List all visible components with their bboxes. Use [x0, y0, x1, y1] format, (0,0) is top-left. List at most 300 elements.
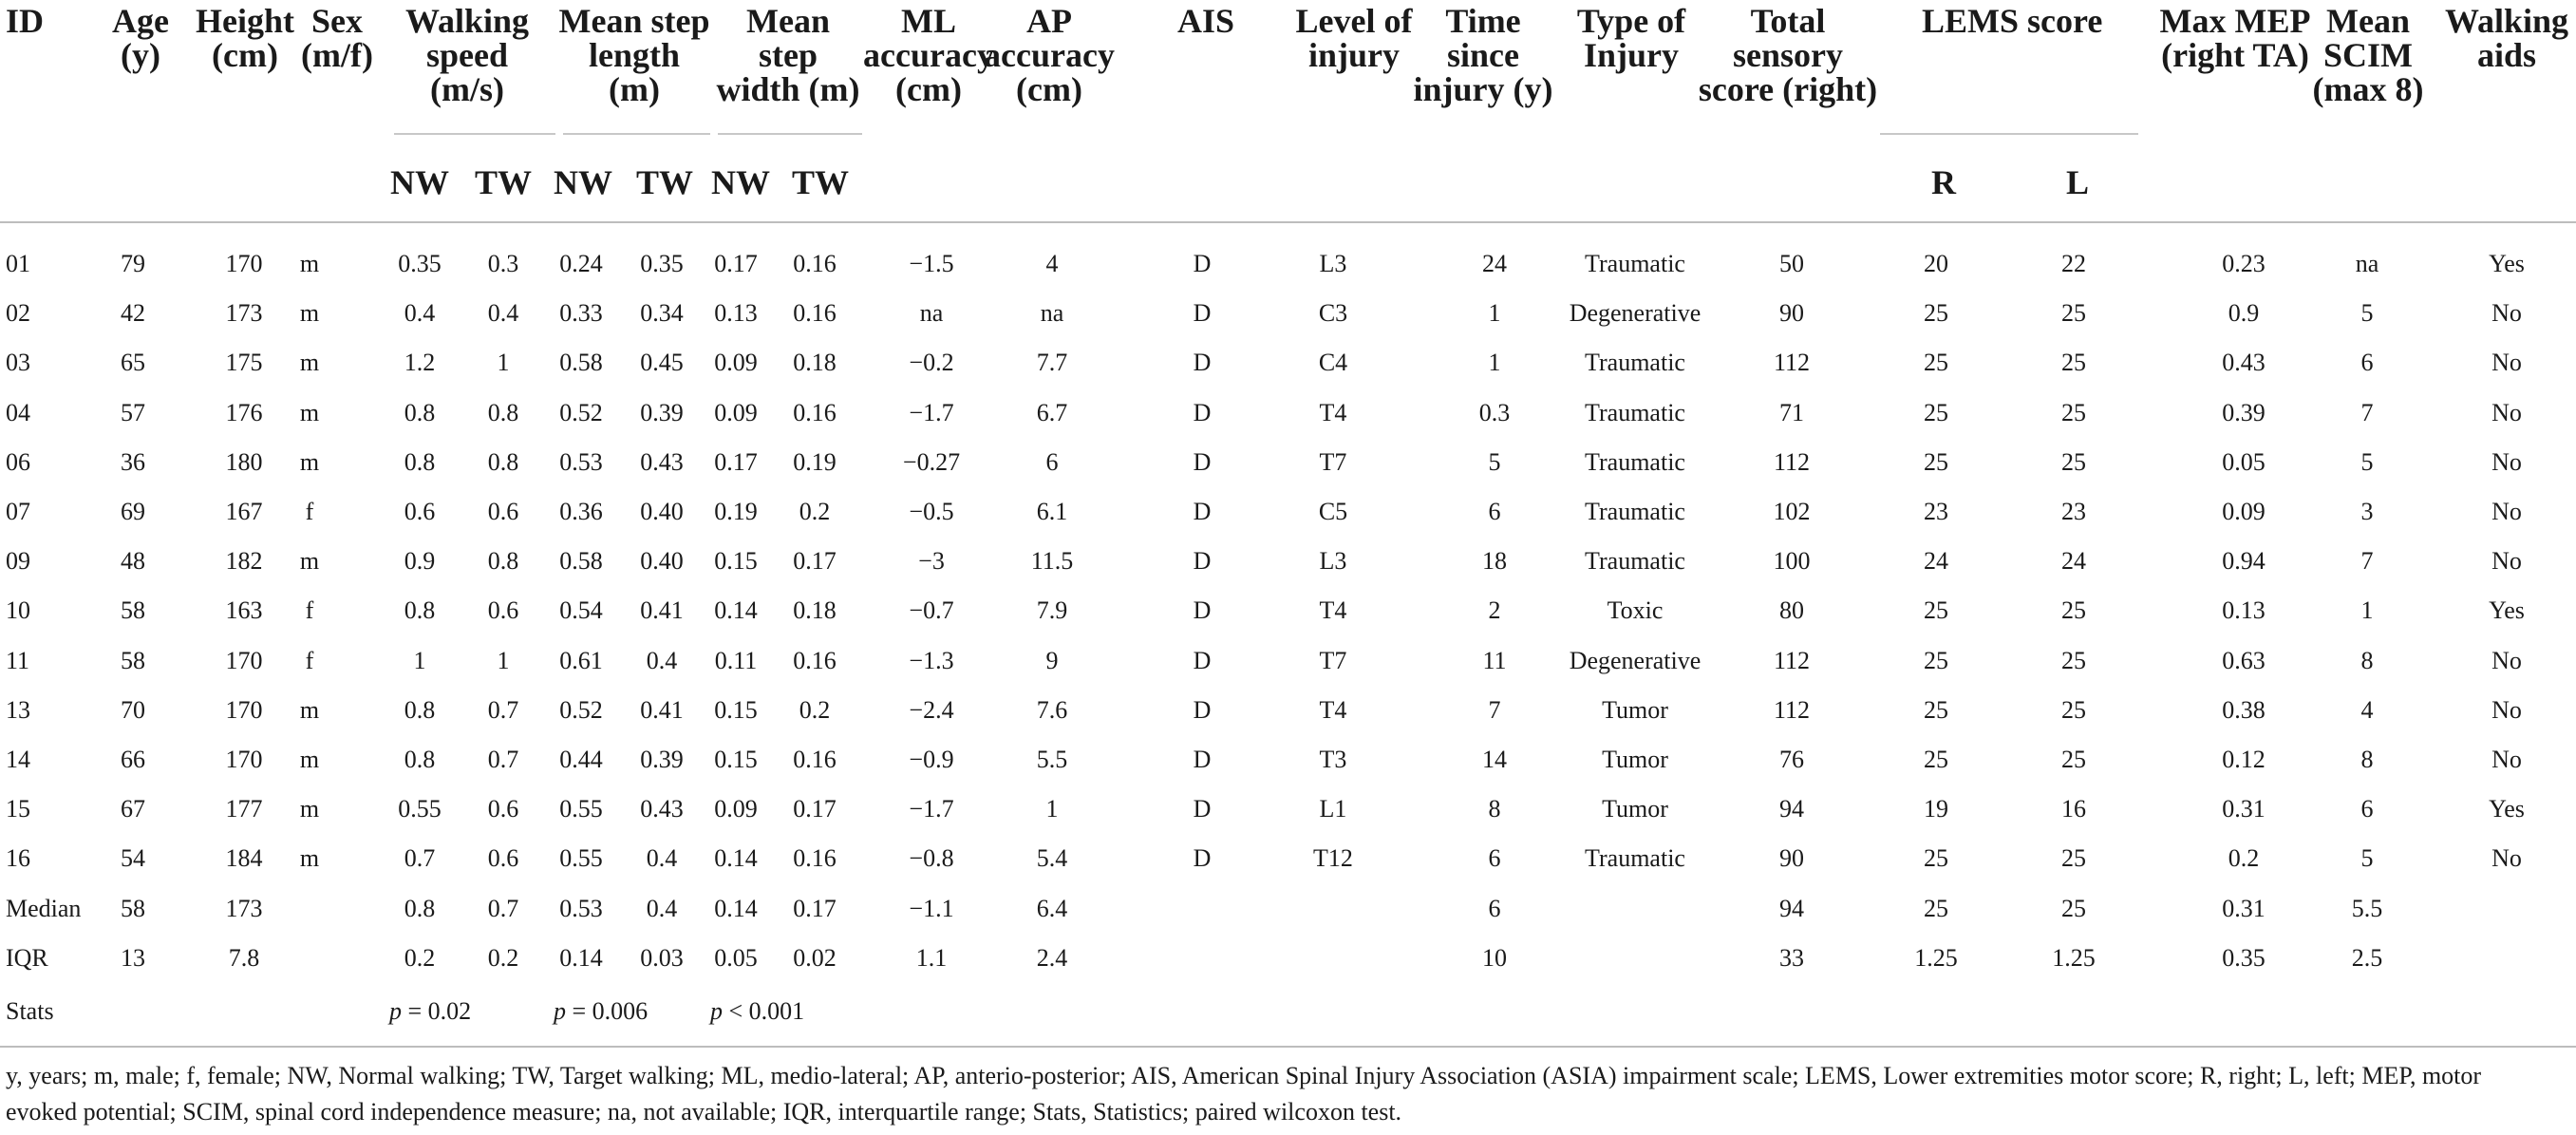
cell-length-tw: 0.03 [640, 943, 684, 972]
cell-ais: D [1193, 447, 1212, 476]
subheader-lems-l: L [2066, 163, 2090, 201]
cell-type-of-injury: Tumor [1602, 795, 1668, 823]
cell-speed-nw: 1 [413, 646, 426, 674]
cell-ml-accuracy: −0.8 [909, 844, 954, 873]
cell-id: 09 [6, 547, 30, 576]
cell-mean-scim: 5 [2360, 844, 2374, 873]
cell-ap-accuracy: 9 [1045, 646, 1059, 674]
cell-type-of-injury: Traumatic [1585, 250, 1685, 277]
cell-walking-aids: No [2491, 844, 2522, 873]
cell-height: 170 [225, 646, 263, 674]
cell-time-since-injury: 1 [1488, 299, 1501, 328]
cell-level-of-injury: T4 [1319, 398, 1347, 426]
p-speed-value: = 0.02 [407, 997, 472, 1025]
cell-walking-aids: Yes [2489, 250, 2525, 277]
cell-ap-accuracy: 6.1 [1036, 498, 1068, 525]
cell-length-tw: 0.40 [640, 498, 684, 525]
cell-ml-accuracy: −1.7 [909, 795, 954, 823]
p-symbol: p [710, 997, 723, 1025]
cell-speed-tw: 0.3 [487, 250, 519, 277]
subheader-lems-r: R [1931, 163, 1956, 201]
cell-level-of-injury: T4 [1319, 695, 1347, 724]
cell-sex: f [305, 498, 314, 525]
header-lems: LEMS score [1922, 2, 2103, 40]
cell-id: 10 [6, 596, 30, 625]
cell-height: 184 [225, 844, 263, 873]
cell-lems-l: 25 [2061, 646, 2086, 674]
stats-p-speed [389, 999, 471, 1024]
cell-type-of-injury: Degenerative [1569, 646, 1702, 674]
cell-width-tw: 0.17 [793, 894, 837, 922]
header-age-text: Age (y) [112, 2, 169, 74]
cell-mean-scim: 5 [2360, 299, 2374, 328]
cell-type-of-injury: Tumor [1602, 695, 1668, 724]
cell-max-mep: 0.63 [2222, 646, 2266, 674]
header-id: ID [6, 2, 45, 40]
cell-speed-tw: 0.7 [487, 695, 519, 724]
cell-lems-l: 25 [2061, 398, 2086, 426]
header-ml-accuracy: ML accuracy (cm) [863, 2, 994, 108]
cell-height: 182 [225, 547, 263, 576]
length-spanner-rule [563, 133, 710, 135]
cell-length-nw: 0.53 [559, 894, 603, 922]
cell-level-of-injury: C4 [1318, 349, 1348, 377]
cell-walking-aids: No [2491, 646, 2522, 674]
cell-sex: m [299, 299, 320, 328]
cell-max-mep: 0.35 [2222, 943, 2266, 972]
cell-lems-r: 25 [1924, 646, 1948, 674]
cell-time-since-injury: 1 [1488, 349, 1501, 377]
cell-id: 03 [6, 349, 30, 377]
header-total-sensory: Total sensory score (right) [1698, 2, 1878, 108]
width-spanner-rule [718, 133, 862, 135]
cell-ml-accuracy: −0.5 [909, 498, 954, 525]
header-time-since-injury: Time since injury (y) [1413, 2, 1553, 108]
cell-lems-r: 20 [1924, 250, 1948, 277]
cell-total-sensory: 33 [1779, 943, 1804, 972]
cell-length-nw: 0.54 [559, 596, 603, 625]
cell-speed-tw: 0.8 [487, 398, 519, 426]
footnote-line-1: y, years; m, male; f, female; NW, Normal walking; TW, Target walking; ML, medio-lateral; AP, anterio-posterior; AIS, American Spinal Injury Association (ASIA) impairment scale; LEMS, Lower extremities motor score; R, right; L, left; MEP, motor [6, 1062, 2482, 1089]
cell-type-of-injury: Traumatic [1585, 349, 1685, 377]
cell-length-tw: 0.43 [640, 447, 684, 476]
cell-age: 58 [121, 646, 145, 674]
cell-ap-accuracy: 7.9 [1036, 596, 1068, 625]
cell-id: 11 [6, 646, 30, 674]
cell-sex: m [299, 398, 320, 426]
cell-speed-nw: 0.8 [404, 398, 436, 426]
cell-width-nw: 0.09 [714, 349, 758, 377]
header-max-mep: Max MEP (right TA) [2159, 2, 2311, 74]
cell-height: 7.8 [228, 943, 260, 972]
cell-speed-tw: 0.8 [487, 447, 519, 476]
cell-type-of-injury: Tumor [1602, 746, 1668, 773]
cell-width-nw: 0.11 [714, 646, 758, 674]
cell-max-mep: 0.09 [2222, 498, 2266, 525]
cell-length-tw: 0.4 [646, 894, 678, 922]
header-ais: AIS [1177, 2, 1235, 40]
cell-sex: m [299, 746, 320, 773]
cell-width-tw: 0.17 [793, 795, 837, 823]
cell-sex: m [299, 447, 320, 476]
cell-sex: m [299, 695, 320, 724]
cell-width-nw: 0.09 [714, 795, 758, 823]
cell-time-since-injury: 14 [1482, 746, 1507, 773]
cell-speed-tw: 0.8 [487, 547, 519, 576]
cell-ml-accuracy: −2.4 [909, 695, 954, 724]
cell-max-mep: 0.05 [2222, 447, 2266, 476]
cell-walking-aids: No [2491, 398, 2522, 426]
cell-lems-r: 25 [1924, 398, 1948, 426]
cell-speed-nw: 0.6 [404, 498, 436, 525]
cell-width-nw: 0.15 [714, 695, 758, 724]
cell-length-tw: 0.40 [640, 547, 684, 576]
cell-id: IQR [6, 943, 48, 972]
cell-length-nw: 0.33 [559, 299, 603, 328]
cell-speed-nw: 1.2 [404, 349, 436, 377]
cell-sex: m [299, 795, 320, 823]
cell-total-sensory: 112 [1773, 646, 1811, 674]
cell-time-since-injury: 11 [1482, 646, 1507, 674]
cell-age: 79 [121, 250, 145, 277]
subheader-speed-nw: NW [390, 163, 449, 201]
cell-height: 170 [225, 695, 263, 724]
cell-age: 66 [121, 746, 145, 773]
cell-width-nw: 0.09 [714, 398, 758, 426]
cell-width-nw: 0.05 [714, 943, 758, 972]
cell-max-mep: 0.94 [2222, 547, 2266, 576]
cell-id: 16 [6, 844, 30, 873]
cell-length-tw: 0.4 [646, 844, 678, 873]
cell-mean-scim: 1 [2360, 596, 2374, 625]
cell-lems-l: 24 [2061, 547, 2086, 576]
cell-mean-scim: 4 [2360, 695, 2374, 724]
header-type-of-injury: Type of Injury [1576, 2, 1686, 74]
cell-total-sensory: 112 [1773, 695, 1811, 724]
cell-sex: m [299, 844, 320, 873]
cell-max-mep: 0.43 [2222, 349, 2266, 377]
cell-width-tw: 0.16 [793, 250, 837, 277]
cell-max-mep: 0.31 [2222, 795, 2266, 823]
cell-max-mep: 0.13 [2222, 596, 2266, 625]
cell-lems-l: 25 [2061, 695, 2086, 724]
cell-level-of-injury: L3 [1319, 250, 1347, 277]
cell-ml-accuracy: −1.1 [909, 894, 954, 922]
cell-ap-accuracy: 5.4 [1036, 844, 1068, 873]
cell-speed-nw: 0.7 [404, 844, 436, 873]
cell-speed-nw: 0.8 [404, 746, 436, 773]
cell-level-of-injury: L1 [1319, 795, 1347, 823]
header-mean-step-width: Mean step width (m) [716, 2, 860, 108]
cell-length-nw: 0.52 [559, 695, 603, 724]
cell-time-since-injury: 18 [1482, 547, 1507, 576]
cell-sex: m [299, 349, 320, 377]
cell-sex: m [299, 547, 320, 576]
cell-level-of-injury: T12 [1313, 844, 1353, 873]
cell-type-of-injury: Traumatic [1585, 498, 1685, 525]
speed-spanner-rule [394, 133, 555, 135]
cell-speed-nw: 0.8 [404, 894, 436, 922]
subheader-speed-tw: TW [475, 163, 533, 201]
cell-length-tw: 0.45 [640, 349, 684, 377]
cell-lems-r: 25 [1924, 695, 1948, 724]
footnote-line-2: evoked potential; SCIM, spinal cord independence measure; na, not available; IQR, interquartile range; Stats, Statistics; paired wilcoxon test. [6, 1098, 1402, 1126]
cell-time-since-injury: 6 [1488, 894, 1501, 922]
cell-ap-accuracy: 11.5 [1030, 547, 1074, 576]
cell-length-nw: 0.52 [559, 398, 603, 426]
cell-speed-tw: 1 [497, 349, 510, 377]
cell-walking-aids: No [2491, 447, 2522, 476]
cell-max-mep: 0.2 [2228, 844, 2260, 873]
cell-total-sensory: 90 [1779, 299, 1804, 328]
cell-lems-r: 24 [1924, 547, 1948, 576]
cell-total-sensory: 94 [1779, 795, 1804, 823]
cell-mean-scim: 3 [2360, 498, 2374, 525]
cell-speed-nw: 0.8 [404, 447, 436, 476]
cell-id: 04 [6, 398, 30, 426]
cell-ais: D [1193, 596, 1212, 625]
cell-width-nw: 0.14 [714, 596, 758, 625]
cell-width-tw: 0.2 [799, 695, 831, 724]
cell-width-tw: 0.16 [793, 398, 837, 426]
cell-width-nw: 0.15 [714, 547, 758, 576]
cell-height: 177 [225, 795, 263, 823]
cell-lems-r: 25 [1924, 894, 1948, 922]
stats-p-length [554, 999, 648, 1024]
cell-walking-aids: No [2491, 746, 2522, 773]
cell-width-tw: 0.19 [793, 447, 837, 476]
cell-total-sensory: 112 [1773, 349, 1811, 377]
cell-id: 07 [6, 498, 30, 525]
cell-speed-nw: 0.8 [404, 695, 436, 724]
header-sex: Sex (m/f) [301, 2, 373, 74]
cell-walking-aids: No [2491, 349, 2522, 377]
cell-time-since-injury: 6 [1488, 844, 1501, 873]
cell-max-mep: 0.31 [2222, 894, 2266, 922]
cell-lems-r: 25 [1924, 746, 1948, 773]
cell-length-tw: 0.35 [640, 250, 684, 277]
cell-ap-accuracy: 1 [1045, 795, 1059, 823]
cell-speed-nw: 0.55 [398, 795, 442, 823]
cell-walking-aids: No [2491, 695, 2522, 724]
cell-time-since-injury: 2 [1488, 596, 1501, 625]
cell-lems-r: 25 [1924, 349, 1948, 377]
cell-walking-aids: Yes [2489, 596, 2525, 625]
cell-sex: f [305, 646, 314, 674]
header-level-of-injury: Level of injury [1295, 2, 1413, 74]
cell-height: 180 [225, 447, 263, 476]
cell-speed-tw: 1 [497, 646, 510, 674]
cell-total-sensory: 76 [1779, 746, 1804, 773]
cell-length-tw: 0.34 [640, 299, 684, 328]
cell-max-mep: 0.12 [2222, 746, 2266, 773]
header-bottom-rule [0, 221, 2576, 223]
cell-lems-l: 25 [2061, 844, 2086, 873]
cell-length-nw: 0.55 [559, 795, 603, 823]
cell-lems-l: 25 [2061, 596, 2086, 625]
cell-age: 69 [121, 498, 145, 525]
cell-id: 02 [6, 299, 30, 328]
cell-speed-tw: 0.2 [487, 943, 519, 972]
p-symbol: p [389, 997, 402, 1025]
cell-ais: D [1193, 646, 1212, 674]
cell-width-nw: 0.13 [714, 299, 758, 328]
cell-total-sensory: 94 [1779, 894, 1804, 922]
cell-speed-nw: 0.2 [404, 943, 436, 972]
cell-level-of-injury: T4 [1319, 596, 1347, 625]
cell-ml-accuracy: −0.27 [902, 447, 961, 476]
cell-length-nw: 0.55 [559, 844, 603, 873]
cell-width-tw: 0.18 [793, 349, 837, 377]
cell-type-of-injury: Traumatic [1585, 447, 1685, 476]
cell-max-mep: 0.38 [2222, 695, 2266, 724]
cell-level-of-injury: T3 [1319, 746, 1347, 773]
cell-lems-r: 25 [1924, 596, 1948, 625]
cell-time-since-injury: 24 [1482, 250, 1507, 277]
cell-age: 42 [121, 299, 145, 328]
cell-mean-scim: 5 [2360, 447, 2374, 476]
cell-ais: D [1193, 844, 1212, 873]
cell-length-nw: 0.24 [559, 250, 603, 277]
cell-length-tw: 0.41 [640, 695, 684, 724]
cell-id: 06 [6, 447, 30, 476]
cell-speed-tw: 0.6 [487, 844, 519, 873]
cell-lems-r: 19 [1924, 795, 1948, 823]
cell-lems-r: 25 [1924, 844, 1948, 873]
cell-mean-scim: na [2355, 250, 2379, 277]
cell-ml-accuracy: 1.1 [915, 943, 948, 972]
cell-time-since-injury: 0.3 [1478, 398, 1511, 426]
cell-width-tw: 0.16 [793, 844, 837, 873]
cell-max-mep: 0.9 [2228, 299, 2260, 328]
cell-height: 167 [225, 498, 263, 525]
cell-ap-accuracy: 7.7 [1036, 349, 1068, 377]
cell-lems-l: 22 [2061, 250, 2086, 277]
header-mean-scim: Mean SCIM (max 8) [2312, 2, 2424, 108]
cell-speed-tw: 0.6 [487, 596, 519, 625]
table-bottom-rule [0, 1046, 2576, 1048]
cell-length-tw: 0.39 [640, 746, 684, 773]
cell-speed-tw: 0.7 [487, 746, 519, 773]
cell-length-nw: 0.58 [559, 547, 603, 576]
cell-ml-accuracy: −1.7 [909, 398, 954, 426]
cell-ais: D [1193, 746, 1212, 773]
subheader-width-nw: NW [711, 163, 770, 201]
cell-ap-accuracy: 5.5 [1036, 746, 1068, 773]
cell-width-nw: 0.17 [714, 250, 758, 277]
cell-ap-accuracy: 6.7 [1036, 398, 1068, 426]
cell-sex: m [299, 250, 320, 277]
cell-max-mep: 0.23 [2222, 250, 2266, 277]
cell-ais: D [1193, 695, 1212, 724]
cell-speed-nw: 0.9 [404, 547, 436, 576]
cell-ais: D [1193, 795, 1212, 823]
stats-label: Stats [6, 997, 54, 1025]
header-walking-speed: Walking speed (m/s) [404, 2, 530, 108]
cell-lems-l: 25 [2061, 447, 2086, 476]
cell-lems-l: 25 [2061, 299, 2086, 328]
cell-width-tw: 0.16 [793, 746, 837, 773]
cell-level-of-injury: L3 [1319, 547, 1347, 576]
cell-ais: D [1193, 547, 1212, 576]
cell-mean-scim: 8 [2360, 646, 2374, 674]
cell-id: 14 [6, 746, 30, 773]
cell-mean-scim: 6 [2360, 795, 2374, 823]
cell-width-nw: 0.17 [714, 447, 758, 476]
cell-ml-accuracy: −1.3 [909, 646, 954, 674]
cell-lems-l: 1.25 [2052, 943, 2096, 972]
cell-total-sensory: 100 [1773, 547, 1811, 576]
cell-ml-accuracy: na [919, 299, 944, 328]
header-ap-accuracy: AP accuracy (cm) [984, 2, 1115, 108]
cell-ais: D [1193, 398, 1212, 426]
cell-age: 57 [121, 398, 145, 426]
cell-ml-accuracy: −3 [918, 547, 945, 576]
cell-age: 67 [121, 795, 145, 823]
cell-total-sensory: 90 [1779, 844, 1804, 873]
cell-length-tw: 0.41 [640, 596, 684, 625]
cell-height: 173 [225, 894, 263, 922]
cell-speed-tw: 0.4 [487, 299, 519, 328]
cell-lems-r: 1.25 [1914, 943, 1958, 972]
cell-level-of-injury: T7 [1319, 646, 1347, 674]
cell-ap-accuracy: 6.4 [1036, 894, 1068, 922]
cell-length-nw: 0.36 [559, 498, 603, 525]
cell-height: 175 [225, 349, 263, 377]
cell-total-sensory: 50 [1779, 250, 1804, 277]
cell-speed-tw: 0.6 [487, 498, 519, 525]
cell-id: 15 [6, 795, 30, 823]
cell-ais: D [1193, 349, 1212, 377]
cell-height: 170 [225, 746, 263, 773]
cell-speed-tw: 0.6 [487, 795, 519, 823]
cell-lems-r: 25 [1924, 447, 1948, 476]
cell-ap-accuracy: na [1040, 299, 1064, 328]
cell-ap-accuracy: 7.6 [1036, 695, 1068, 724]
cell-length-tw: 0.4 [646, 646, 678, 674]
cell-id: Median [6, 894, 82, 922]
cell-width-nw: 0.15 [714, 746, 758, 773]
cell-level-of-injury: C3 [1318, 299, 1348, 328]
cell-max-mep: 0.39 [2222, 398, 2266, 426]
cell-length-nw: 0.61 [559, 646, 603, 674]
p-symbol: p [554, 997, 566, 1025]
cell-age: 70 [121, 695, 145, 724]
cell-length-nw: 0.53 [559, 447, 603, 476]
cell-lems-r: 25 [1924, 299, 1948, 328]
cell-lems-l: 16 [2061, 795, 2086, 823]
cell-mean-scim: 2.5 [2351, 943, 2383, 972]
cell-ml-accuracy: −0.9 [909, 746, 954, 773]
cell-total-sensory: 71 [1779, 398, 1804, 426]
lems-spanner-rule [1880, 133, 2138, 135]
cell-width-tw: 0.17 [793, 547, 837, 576]
subheader-length-nw: NW [554, 163, 612, 201]
cell-ais: D [1193, 498, 1212, 525]
cell-length-tw: 0.43 [640, 795, 684, 823]
cell-walking-aids: Yes [2489, 795, 2525, 823]
cell-walking-aids: No [2491, 547, 2522, 576]
cell-ap-accuracy: 4 [1045, 250, 1059, 277]
cell-sex: f [305, 596, 314, 625]
cell-lems-l: 25 [2061, 894, 2086, 922]
cell-age: 36 [121, 447, 145, 476]
cell-width-tw: 0.2 [799, 498, 831, 525]
cell-height: 163 [225, 596, 263, 625]
cell-type-of-injury: Traumatic [1585, 398, 1685, 426]
cell-lems-l: 25 [2061, 349, 2086, 377]
stats-p-width [710, 999, 804, 1024]
